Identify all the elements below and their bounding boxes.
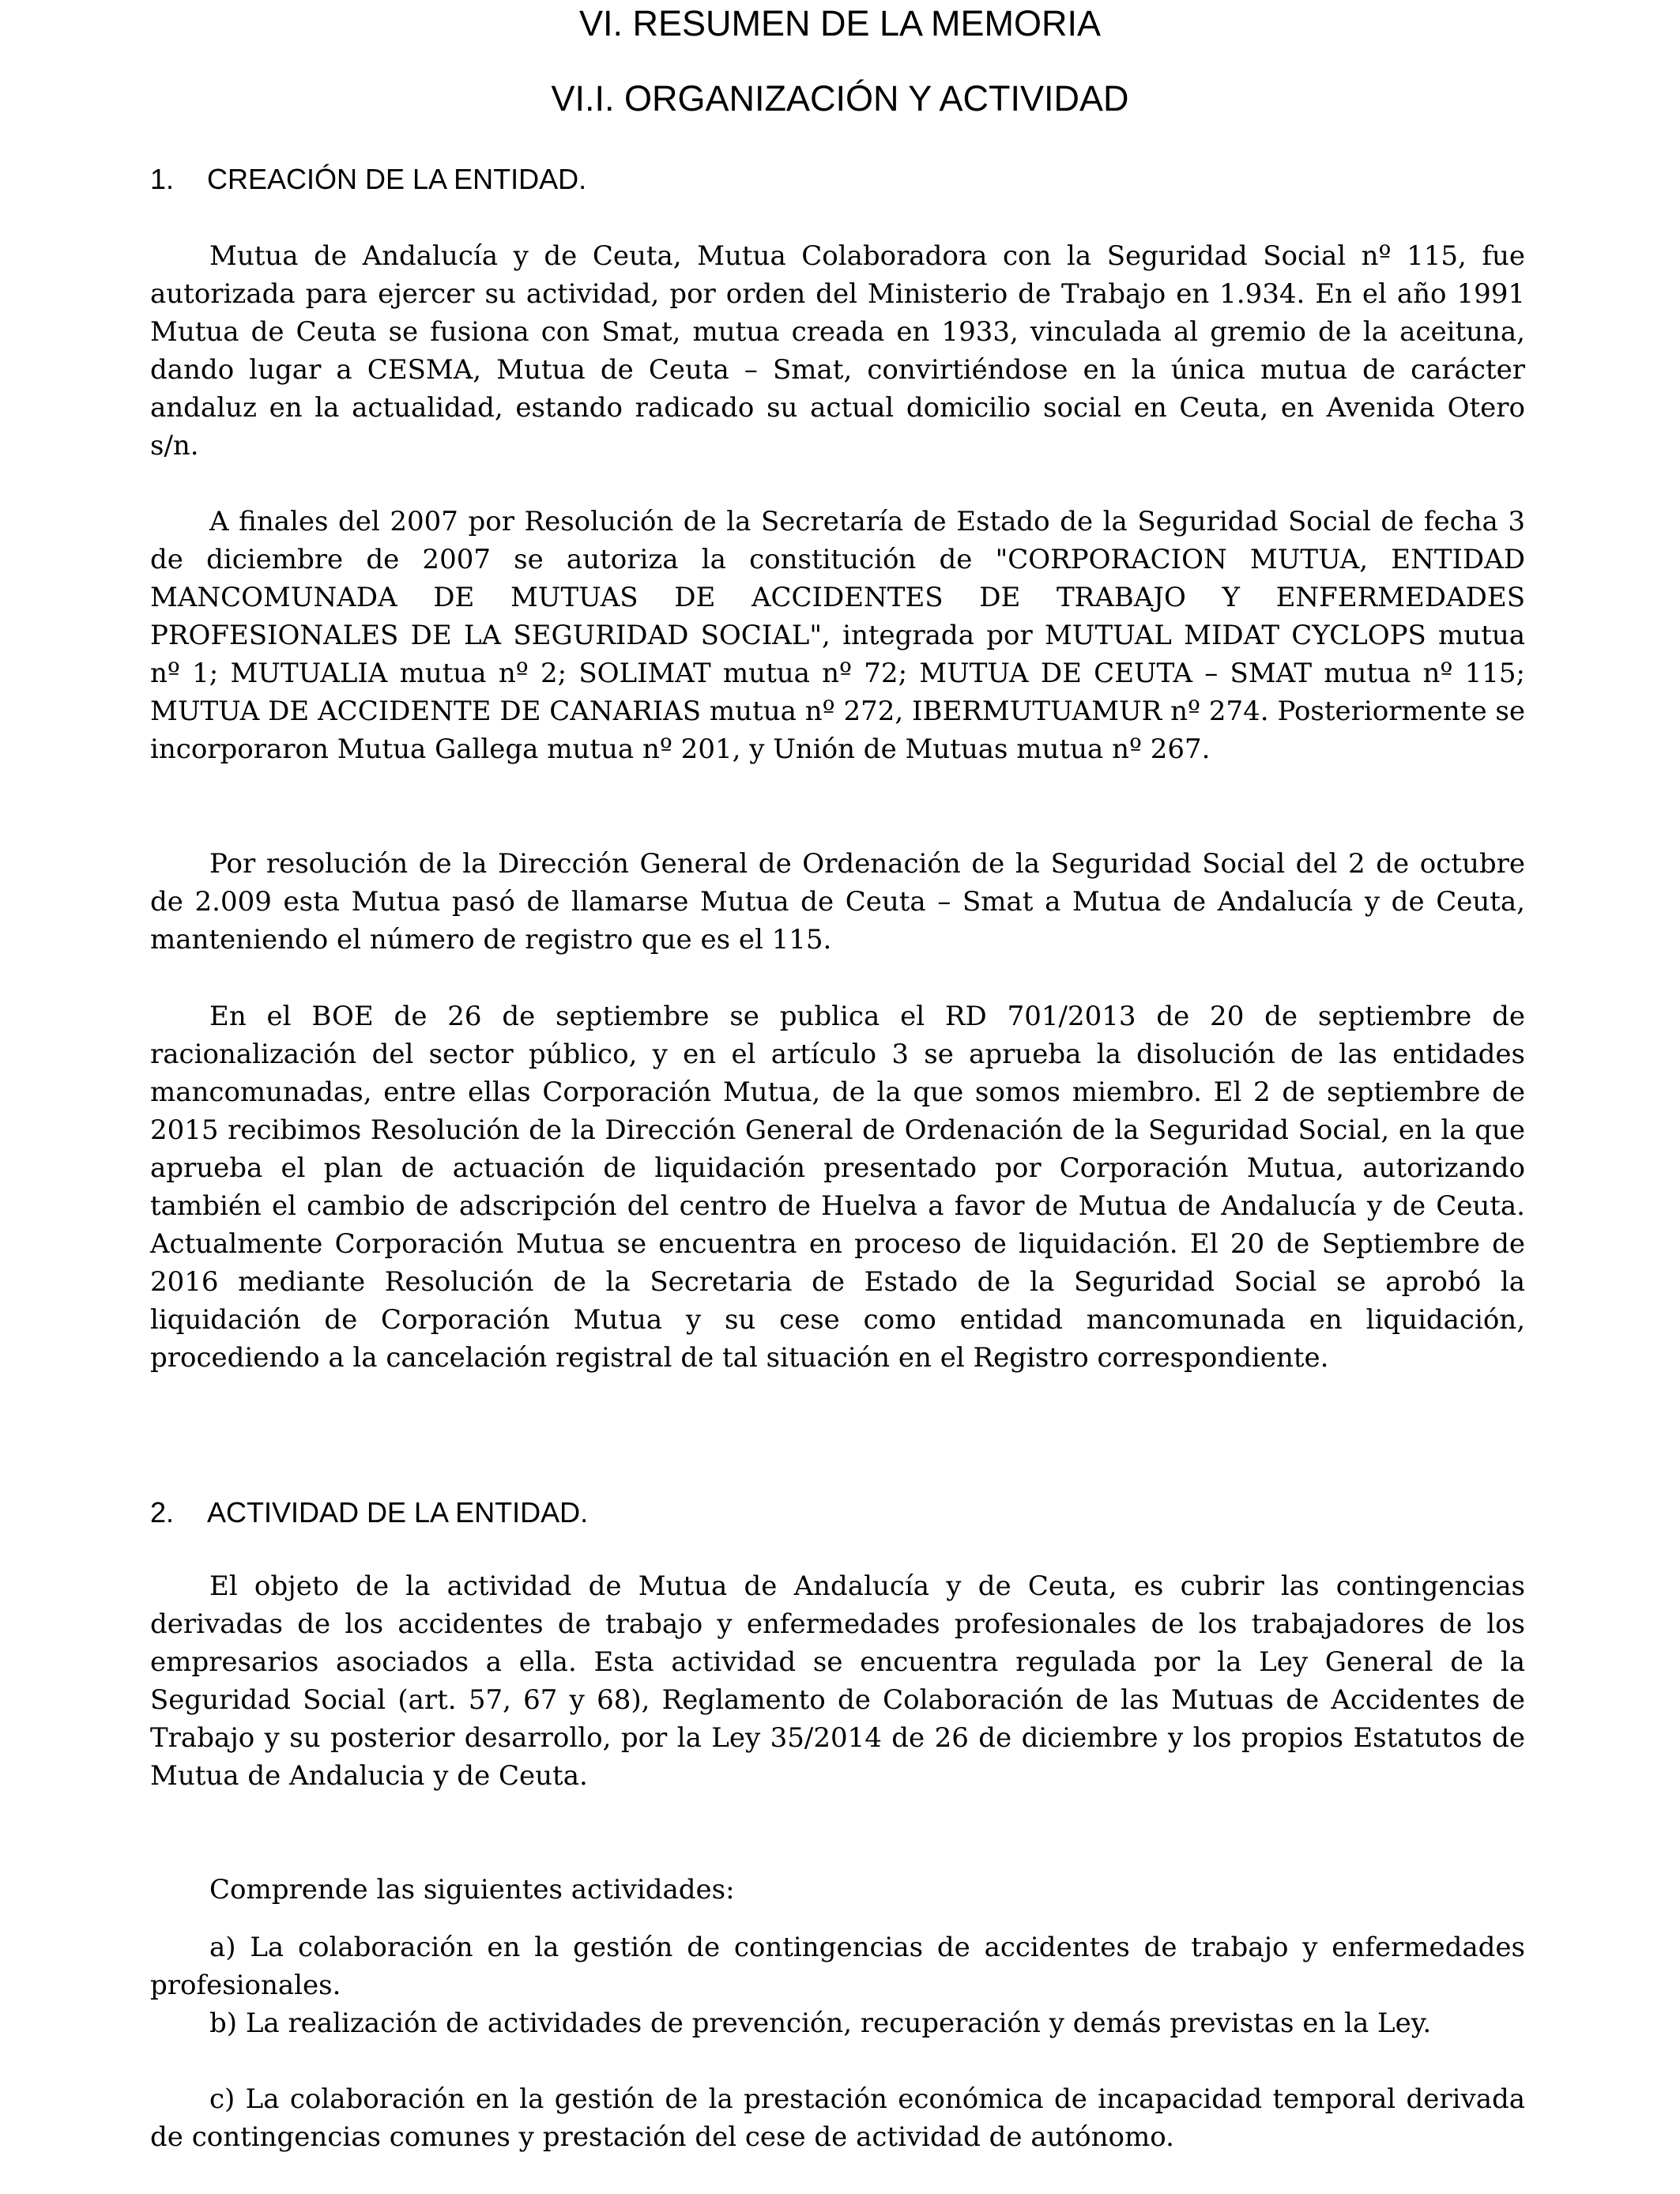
section-2-paragraph-1: El objeto de la actividad de Mutua de Andalucía y de Ceuta, es cubrir las contingencias derivadas de los accidentes de trabajo y enfermedades profesionales de los trabajadores de los empresarios asociados a ella. Esta actividad se encuentra regulada por la Ley General de la Seguridad Social (art. 57, 67 y 68), Reglamento de Colaboración de las Mutuas de Accidentes de Trabajo y su posterior desarrollo, por la Ley 35/2014 de 26 de diciembre y los propios Estatutos de Mutua de Andalucia y de Ceuta. [150, 1570, 1525, 1792]
activity-item-b: b) La realización de actividades de prevención, recuperación y demás previstas en la Ley. [209, 2007, 1432, 2039]
activity-item-a: a) La colaboración en la gestión de contingencias de accidentes de trabajo y enfermedades profesionales. [150, 1932, 1525, 2001]
section-1-paragraph-1: Mutua de Andalucía y de Ceuta, Mutua Colaboradora con la Seguridad Social nº 115, fue autorizada para ejercer su actividad, por orden del Ministerio de Trabajo en 1.934. En el año 1991 Mutua de Ceuta se fusiona con Smat, mutua creada en 1933, vinculada al gremio de la aceituna, dando lugar a CESMA, Mutua de Ceuta – Smat, convirtiéndose en la única mutua de carácter andaluz en la actualidad, estando radicado su actual domicilio social en Ceuta, en Avenida Otero s/n. [150, 240, 1525, 462]
document-title: VI. RESUMEN DE LA MEMORIA [578, 3, 1102, 43]
section-1-paragraph-4: En el BOE de 26 de septiembre se publica el RD 701/2013 de 20 de septiembre de racionalización del sector público, y en el artículo 3 se aprueba la disolución de las entidades mancomunadas, entre ellas Corporación Mutua, de la que somos miembro. El 2 de septiembre de 2015 recibimos Resolución de la Dirección General de Ordenación de la Seguridad Social, en la que aprueba el plan de actuación de liquidación presentado por Corporación Mutua, autorizando también el cambio de adscripción del centro de Huelva a favor de Mutua de Andalucía y de Ceuta. Actualmente Corporación Mutua se encuentra en proceso de liquidación. El 20 de Septiembre de 2016 mediante Resolución de la Secretaria de Estado de la Seguridad Social se aprobó la liquidación de Corporación Mutua y su cese como entidad mancomunada en liquidación, procediendo a la cancelación registral de tal situación en el Registro correspondiente. [150, 1001, 1525, 1374]
section-2-title: ACTIVIDAD DE LA ENTIDAD. [207, 1496, 589, 1529]
section-1-number: 1. [150, 163, 175, 195]
section-1-heading [150, 160, 1533, 198]
section-2-heading [150, 1494, 1533, 1532]
activity-item-c: c) La colaboración en la gestión de la prestación económica de incapacidad temporal derivada de contingencias comunes y prestación del cese de actividad de autónomo. [150, 2083, 1525, 2153]
section-1-paragraph-2: A finales del 2007 por Resolución de la Secretaría de Estado de la Seguridad Social de fecha 3 de diciembre de 2007 se autoriza la constitución de "CORPORACION MUTUA, ENTIDAD MANCOMUNADA DE MUTUAS DE ACCIDENTES DE TRABAJO Y ENFERMEDADES PROFESIONALES DE LA SEGURIDAD SOCIAL", integrada por MUTUAL MIDAT CYCLOPS mutua nº 1; MUTUALIA mutua nº 2; SOLIMAT mutua nº 72; MUTUA DE CEUTA – SMAT mutua nº 115; MUTUA DE ACCIDENTE DE CANARIAS mutua nº 272, IBERMUTUAMUR nº 274. Posteriormente se incorporaron Mutua Gallega mutua nº 201, y Unión de Mutuas mutua nº 267. [150, 506, 1525, 765]
section-1-title: CREACIÓN DE LA ENTIDAD. [207, 163, 587, 195]
section-1-paragraph-3: Por resolución de la Dirección General de Ordenación de la Seguridad Social del 2 de octubre de 2.009 esta Mutua pasó de llamarse Mutua de Ceuta – Smat a Mutua de Andalucía y de Ceuta, manteniendo el número de registro que es el 115. [150, 848, 1525, 956]
section-2-number: 2. [150, 1496, 175, 1529]
document-subtitle: VI.I. ORGANIZACIÓN Y ACTIVIDAD [551, 78, 1129, 119]
section-2-paragraph-2: Comprende las siguientes actividades: [209, 1874, 735, 1906]
